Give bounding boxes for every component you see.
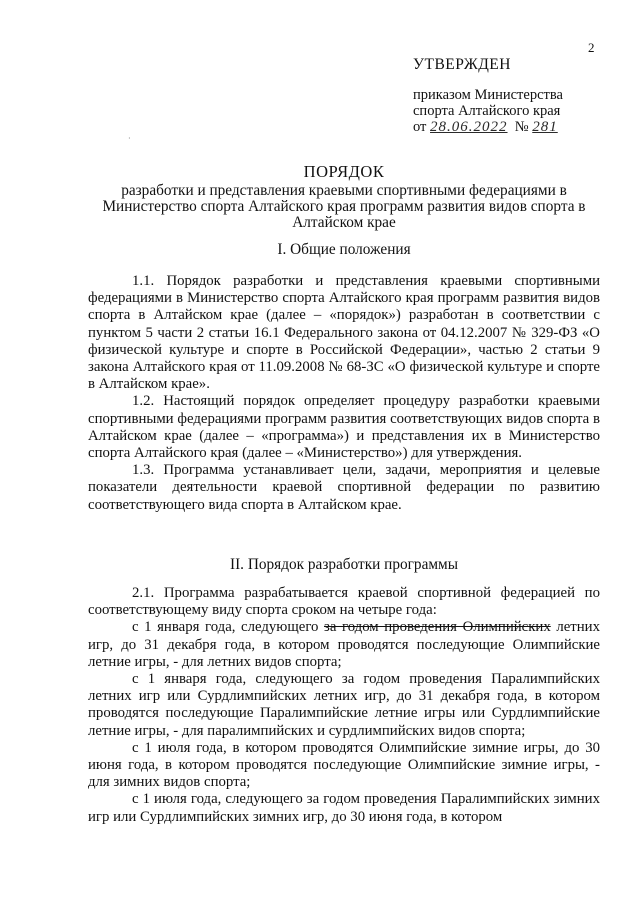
section-1-heading: I. Общие положения <box>277 241 411 258</box>
summer-text-start: с 1 января года, следующего <box>132 619 324 636</box>
approval-date-line <box>413 119 623 135</box>
document-title <box>88 164 600 231</box>
handwritten-number: 281 <box>532 119 558 135</box>
approval-line-2: спорта Алтайского края <box>413 103 561 119</box>
paragraph-2-paralympic-winter: с 1 июля года, следующего за годом проведения Паралимпийских зимних игр или Сурдлимпийских зимних игр, до 30 июня года, в котором <box>88 791 600 825</box>
summer-text-end: летних игр, до 31 декабря года, в котором проводятся последующие Олимпийские летние игры, - для летних видов спорта; <box>88 619 600 670</box>
number-prefix: № <box>514 119 529 135</box>
margin-mark: · <box>128 134 131 143</box>
section-2-heading: II. Порядок разработки программы <box>229 556 458 573</box>
date-prefix: от <box>413 119 427 135</box>
page-number: 2 <box>588 40 595 55</box>
struck-text: за годом проведения Олимпийских <box>324 619 551 636</box>
paragraph-2-paralympic-summer: с 1 января года, следующего за годом проведения Паралимпийских летних игр или Сурдлимпийских летних игр, до 31 декабря года, в котором проводятся последующие Паралимпийские летние игры или Сурдлимпийские летние игры, - для паралимпийских и сурдлимпийских видов спорта; <box>88 671 600 739</box>
paragraph-2-1: 2.1. Программа разрабатывается краевой спортивной федерацией по соответствующему виду спорта сроком на четыре года: <box>88 585 600 619</box>
handwritten-date: 28.06.2022 <box>430 119 508 135</box>
paragraph-1-2: 1.2. Настоящий порядок определяет процедуру разработки краевыми спортивными федерациями программ развития соответствующих видов спорта в Алтайском крае (далее – «программа») и представления их в Министерство спорта Алтайского края (далее – «Министерство») для утверждения. <box>88 393 600 462</box>
paragraph-2-winter: с 1 июля года, в котором проводятся Олимпийские зимние игры, до 30 июня года, в котором проводятся последующие Олимпийские зимние игры, - для зимних видов спорта; <box>88 739 600 791</box>
approval-heading: УТВЕРЖДЕН <box>413 56 511 73</box>
title-main: ПОРЯДОК <box>303 162 385 181</box>
approval-line-1: приказом Министерства <box>413 87 563 103</box>
paragraph-1-3: 1.3. Программа устанавливает цели, задачи, мероприятия и целевые показатели деятельности краевой спортивной федерации по развитию соответствующего вида спорта в Алтайском крае. <box>88 462 600 513</box>
approval-block <box>413 57 623 135</box>
section-2-body <box>88 585 600 826</box>
title-subtitle: разработки и представления краевыми спортивными федерациями в Министерство спорта Алтайского края программ развития видов спорта в Алтайском крае <box>102 182 586 231</box>
paragraph-2-summer <box>88 619 600 671</box>
section-1-body <box>88 273 600 514</box>
paragraph-1-1: 1.1. Порядок разработки и представления краевыми спортивными федерациями в Министерство спорта Алтайского края программ развития видов спорта в Алтайском крае (далее – «порядок») разработан в соответствии с пунктом 5 части 2 статьи 16.1 Федерального закона от 04.12.2007 № 329-ФЗ «О физической культуре и спорте в Российской Федерации», частью 2 статьи 9 закона Алтайского края от 11.09.2008 № 68-ЗС «О физической культуре и спорте в Алтайском крае». <box>88 273 600 393</box>
